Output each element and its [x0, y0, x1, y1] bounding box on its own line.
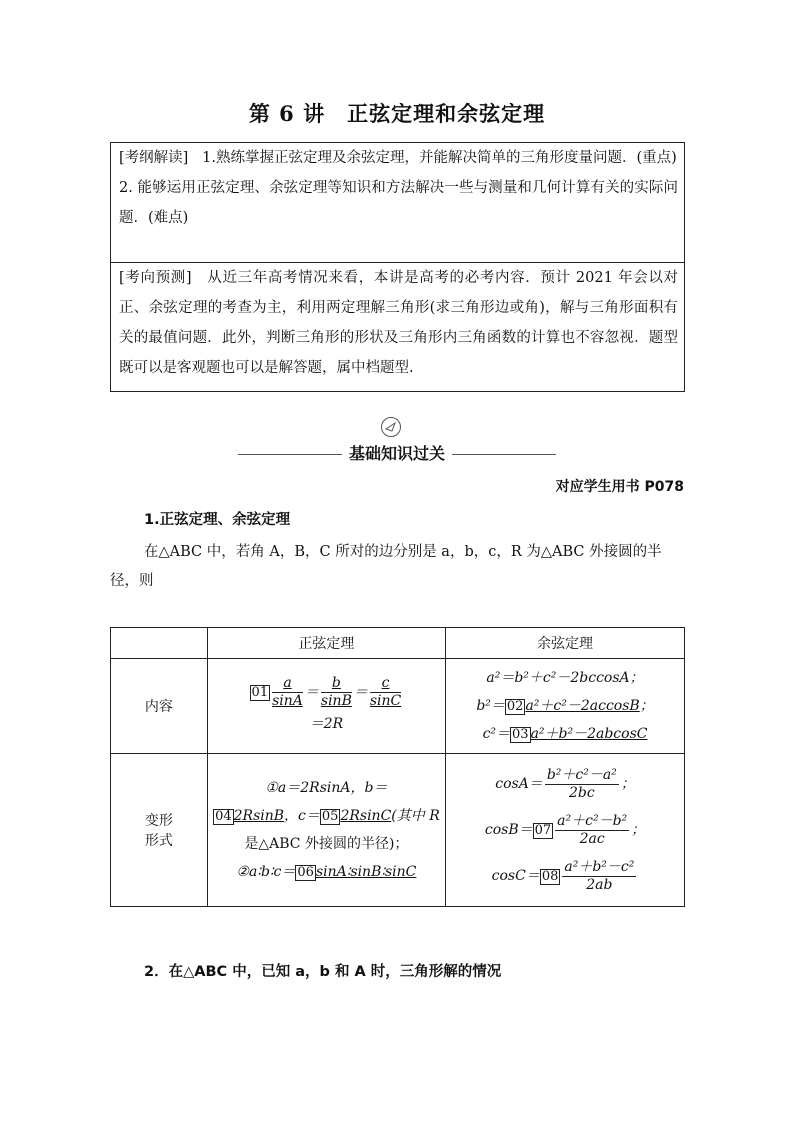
cosine-law-variants — [446, 754, 685, 907]
header-cosine: 余弦定理 — [446, 628, 685, 659]
blank-01: 01 — [251, 685, 269, 700]
cosine-a: a²＝b²＋c²－2bccosA； — [486, 670, 644, 686]
sine-variant-c-post: (其中 R — [391, 808, 440, 824]
row-label-content: 内容 — [111, 659, 208, 754]
cos-a-numerator: b²＋c²－a² — [546, 766, 617, 783]
row-label-variants: 变形形式 — [111, 754, 208, 907]
blank-08: 08 — [541, 869, 559, 884]
section-title: 基础知识过关 — [348, 444, 445, 463]
cos-a-end: ； — [620, 776, 635, 792]
forecast-body: 从近三年高考情况来看，本讲是高考的必考内容．预计 2021 年会以对正、余弦定理的考查为主，利用两定理解三角形(求三角形边或角)，解与三角形面积有关的最值问题．此外，判断三角形的形状及三角形内三角函数的计算也不容忽视．题型既可以是客观题也可以是解答题，属中档题型. — [119, 270, 679, 376]
syllabus-interpretation — [111, 143, 684, 263]
cos-a-lhs: cosA＝ — [495, 776, 543, 792]
table-header-row — [111, 628, 685, 659]
section-divider-left — [238, 454, 342, 455]
theorems-table — [110, 627, 685, 907]
syllabus-item-1-text: 1.熟练掌握正弦定理及余弦定理，并能解决简单的三角形度量问题．(重点) — [202, 150, 677, 166]
cos-c-denominator: 2ab — [586, 876, 613, 893]
blank-07: 07 — [534, 823, 552, 838]
header-empty-cell — [111, 628, 208, 659]
sine-law-content: 01 $\frac{a}{\sin A}$ ＝ $\frac{b}{\sin B}$ ＝ $\frac{c}{\sin C}$ ＝2R — [207, 659, 445, 754]
page-title — [0, 98, 794, 128]
syllabus-item-1 — [111, 143, 684, 173]
table-row-variants — [111, 754, 685, 907]
syllabus-box — [110, 142, 685, 392]
blank-03: 03 — [512, 727, 529, 742]
intro-paragraph: 在△ABC 中，若角 A，B，C 所对的边分别是 a，b，c，R 为△ABC 外接圆的半径，则 — [110, 544, 662, 589]
cos-b-denominator: 2ac — [579, 830, 605, 847]
cosine-c-answer: a²＋b²－2abcosC — [530, 726, 648, 742]
cos-a-denominator: 2bc — [568, 784, 595, 801]
cosine-b-end: ； — [639, 698, 654, 714]
section-divider-right — [452, 454, 556, 455]
forecast-text — [111, 263, 684, 383]
sine-variant-1: ①a＝2RsinA，b＝ — [265, 780, 388, 796]
lecture-topic: 正弦定理和余弦定理 — [347, 101, 546, 126]
cos-c-numerator: a²＋b²－c² — [564, 858, 635, 875]
student-book-ref: 对应学生用书 P078 — [555, 479, 684, 495]
syllabus-label: [考纲解读] — [119, 150, 189, 166]
cosine-c-lhs: c²＝ — [482, 726, 511, 742]
blank-04: 04 — [215, 809, 232, 824]
cosine-law-content — [446, 659, 685, 754]
lecture-number: 第 6 讲 — [248, 101, 326, 126]
blank-02: 02 — [506, 699, 524, 714]
sine-law-tail: ＝2R — [309, 715, 344, 732]
sine-variant-2-pre: ②a∶b∶c＝ — [236, 864, 296, 880]
cosine-b-answer: a²＋c²－2accosB — [525, 698, 640, 714]
heading-2: 2．在△ABC 中，已知 a，b 和 A 时，三角形解的情况 — [144, 964, 502, 980]
cos-c-lhs: cosC＝ — [491, 868, 540, 884]
cos-b-lhs: cosB＝ — [484, 822, 533, 838]
blank-06: 06 — [297, 865, 314, 880]
table-row-content — [111, 659, 685, 754]
exam-forecast — [111, 263, 684, 393]
header-sine: 正弦定理 — [207, 628, 445, 659]
sine-variant-2-answer: sinA∶sinB∶sinC — [315, 864, 417, 880]
sine-variant-b: 2RsinB — [233, 808, 285, 824]
cosine-b-lhs: b²＝ — [476, 698, 505, 714]
section-emblem-icon — [380, 416, 402, 438]
sine-variant-note: 是△ABC 外接圆的半径)； — [244, 836, 409, 852]
sine-law-variants — [207, 754, 445, 907]
sine-variant-c-pre: ，c＝ — [284, 808, 320, 824]
syllabus-item-2: 2. 能够运用正弦定理、余弦定理等知识和方法解决一些与测量和几何计算有关的实际问题．(难点) — [119, 180, 678, 226]
sine-variant-c: 2RsinC — [340, 808, 392, 824]
forecast-label: [考向预测] — [119, 270, 192, 286]
cos-b-numerator: a²＋c²－b² — [557, 812, 628, 829]
heading-1: 1.正弦定理、余弦定理 — [144, 512, 291, 528]
blank-05: 05 — [321, 809, 339, 824]
cos-b-end: ； — [631, 822, 646, 838]
